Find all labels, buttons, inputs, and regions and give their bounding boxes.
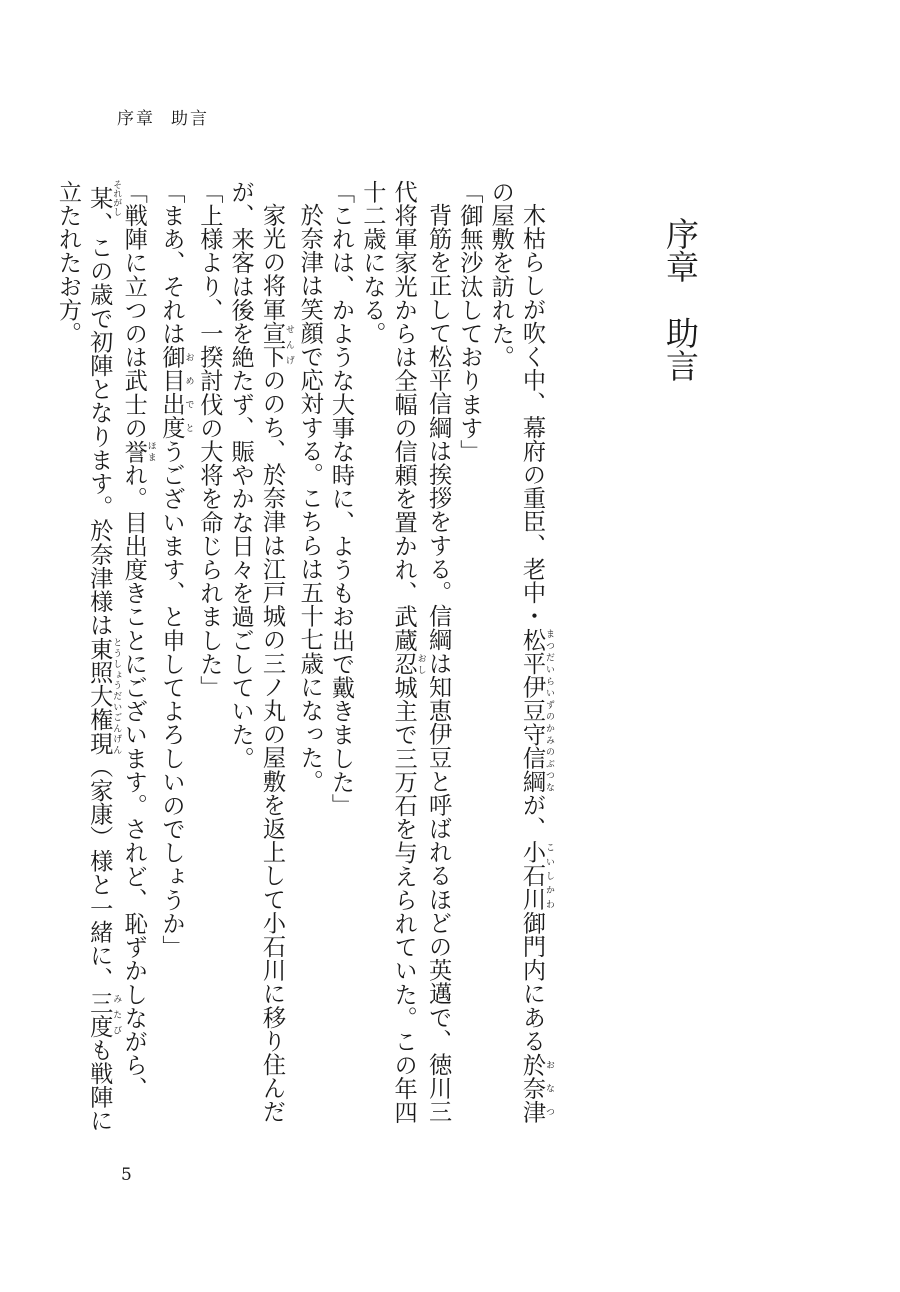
ruby-reading: おめでと [183,345,194,440]
text-run: うございます、と申してよろしいのでしょうか」 [158,439,186,959]
chapter-heading-title: 助言 [661,316,700,382]
text-run: 木枯らしが吹く中、幕府の重臣、老中・ [518,203,546,628]
ruby-reading: それがし [111,180,122,216]
body-text [52,180,554,1140]
text-run: が、 [518,793,546,841]
text-run: 城主で三万石を与えられていた。この年四十二歳になる。 [358,180,418,1125]
page-number: 5 [121,1165,132,1185]
paragraph [357,180,454,1140]
text-run: 「戦陣に立つのは武士の [120,180,148,440]
ruby-base: 某 [85,180,113,216]
running-head-title: 助言 [171,109,209,129]
text-run: ののち、於奈津は江戸城の三ノ丸の屋敷を返上して小石川に移り住んだが、来客は後を絶たず、賑やかな日々を過ごしていた。 [227,180,286,1124]
ruby-base: 忍 [390,652,418,676]
ruby-onatsu [518,1052,554,1124]
text-run: （家康）様と一緒に、 [85,754,113,991]
ruby-base: 御目出度 [158,345,186,440]
ruby-base: 於奈津 [518,1052,546,1124]
ruby-reading: おし [415,652,426,676]
ruby-toushoudaigongen [85,636,122,755]
ruby-koishikawa [518,840,554,912]
ruby-reading: まつだいらいずのかみのぶつな [544,628,554,794]
ruby-matsudaira-izunokami-nobutsuna [518,628,554,794]
ruby-homa [120,439,156,464]
ruby-reading: ほま [145,439,156,464]
ruby-base: 誉 [120,439,148,464]
ruby-reading: とうしょうだいごんげん [111,636,122,755]
text-run: れ。目出度きことにございます。されど、恥ずかしながら、 [120,463,148,1101]
paragraph: 「これは、かような大事な時に、ようもお出で戴きました」 [327,180,355,818]
ruby-oshi [390,652,426,676]
ruby-base: 宣下 [258,321,286,369]
text-run: 、この歳で初陣となります。於奈津様は [85,211,113,637]
text-run: 御門内にある [518,911,546,1053]
paragraph [225,180,294,1140]
ruby-mitabi [85,990,122,1038]
paragraph [156,180,194,1140]
paragraph: 「御無沙汰しております」 [455,180,483,464]
paragraph [52,180,156,1140]
ruby-reading: こいしかわ [544,840,554,912]
running-head-chapter: 序章 [117,109,155,129]
paragraph: 「上様より、一揆討伐の大将を命じられました」 [195,180,223,700]
ruby-senge [258,321,294,369]
chapter-heading [660,217,700,382]
paragraph [485,180,554,1140]
paragraph: 於奈津は笑顔で応対する。こちらは五十七歳になった。 [296,203,324,794]
text-run: の屋敷を訪れた。 [487,180,515,369]
chapter-heading-chapter: 序章 [661,217,700,283]
ruby-base: 松平伊豆守信綱 [518,628,546,794]
running-head [117,104,209,129]
ruby-base: 三度 [85,990,113,1038]
ruby-reading: みたび [111,990,122,1038]
text-run: 「まあ、それは [158,180,186,346]
text-run: も戦陣に立たれたお方。 [54,180,113,1133]
ruby-base: 小石川 [518,840,546,912]
ruby-soregashi [85,180,122,216]
text-run: 背筋を正して松平信綱は挨拶をする。信綱は知恵伊豆と呼ばれるほどの英邁で、徳川三代将軍家光からは全幅の信頼を置かれ、武蔵 [390,180,452,1124]
ruby-reading: せんげ [283,321,294,369]
text-run: 家光の将軍 [258,203,286,322]
ruby-base: 東照大権現 [85,636,113,755]
ruby-omedeto [158,345,194,440]
ruby-reading: おなつ [544,1052,554,1124]
